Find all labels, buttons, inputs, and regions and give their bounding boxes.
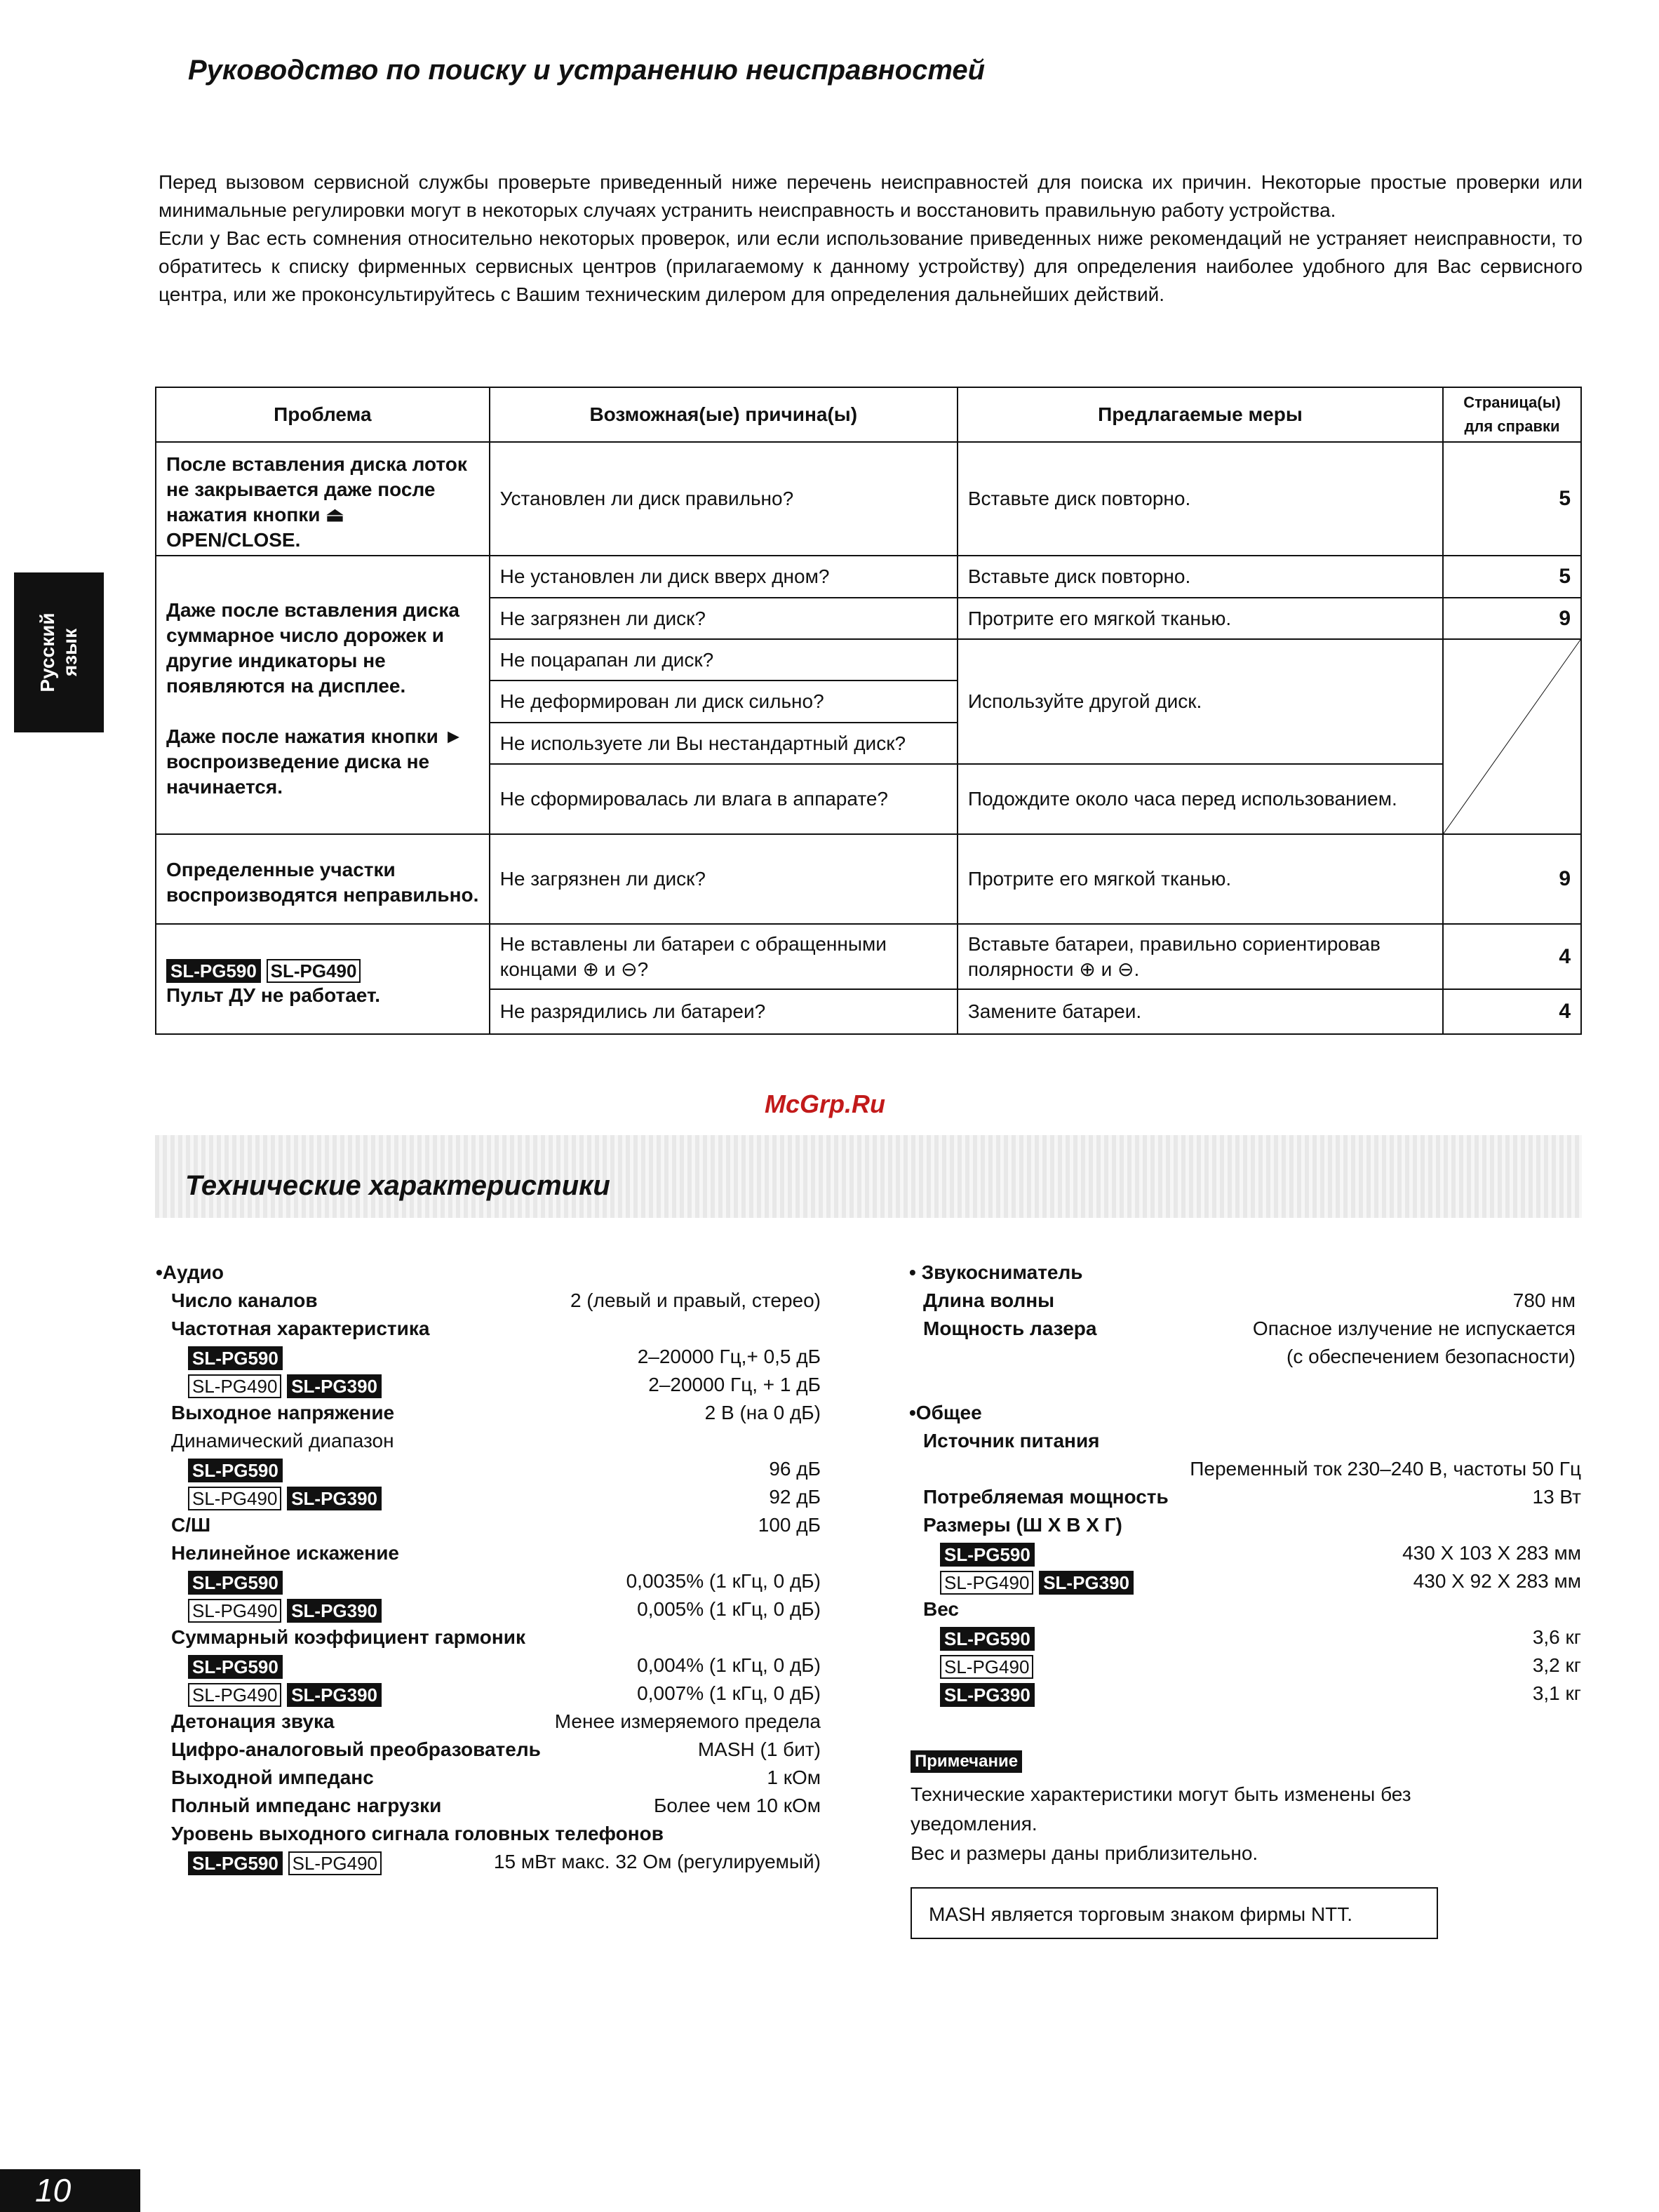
spec-key: Длина волны [923, 1289, 1055, 1311]
page-cell-empty [1443, 639, 1581, 834]
spec-row [923, 1597, 1581, 1622]
spec-value: 0,004% (1 кГц, 0 дБ) [637, 1654, 821, 1676]
cause-cell: Не деформирован ли диск сильно? [490, 681, 958, 723]
intro-text [159, 168, 1583, 309]
page-number: 10 [0, 2169, 140, 2212]
spec-value: (с обеспечением безопасности) [1287, 1346, 1576, 1367]
problem-cell: После вставления диска лоток не закрывается даже после нажатия кнопки ⏏ OPEN/CLOSE. [156, 442, 490, 556]
problem-text-b: Даже после нажатия кнопки ► воспроизведение диска не начинается. [166, 725, 464, 798]
action-cell: Используйте другой диск. [958, 639, 1443, 764]
right-specs [909, 1260, 1581, 1765]
spec-row [923, 1316, 1576, 1341]
spec-value: Менее измеряемого предела [554, 1710, 821, 1732]
model-badge: SL-PG390 [1039, 1571, 1134, 1595]
spec-row [940, 1569, 1581, 1594]
spec-key: Потребляемая мощность [923, 1486, 1169, 1508]
spec-value: 15 мВт макс. 32 Ом (регулируемый) [493, 1851, 821, 1872]
model-badge: SL-PG390 [287, 1599, 382, 1623]
audio-specs [156, 1260, 821, 1877]
spec-row [188, 1456, 821, 1482]
troubleshooting-table [155, 387, 1582, 1035]
model-badge: SL-PG590 [188, 1571, 283, 1595]
page-title: Руководство по поиску и устранению неисправностей [188, 55, 986, 86]
spec-key: Суммарный коэффициент гармоник [171, 1626, 525, 1648]
cause-cell: Установлен ли диск правильно? [490, 442, 958, 556]
spec-row [188, 1849, 821, 1875]
spec-value: 2–20000 Гц, + 1 дБ [648, 1374, 821, 1395]
spec-row [171, 1737, 821, 1762]
page-cell: 4 [1443, 989, 1581, 1034]
action-cell: Вставьте диск повторно. [958, 442, 1443, 556]
spec-value: 430 X 103 X 283 мм [1402, 1542, 1581, 1564]
table-row [156, 924, 1581, 989]
spec-key: Мощность лазера [923, 1318, 1097, 1339]
model-badge: SL-PG590 [188, 1655, 283, 1679]
spec-value: 100 дБ [758, 1514, 821, 1536]
spec-value: 1 кОм [767, 1767, 821, 1788]
model-badge: SL-PG490 [188, 1487, 281, 1510]
spec-value: Более чем 10 кОм [654, 1795, 821, 1816]
model-badge: SL-PG490 [940, 1655, 1033, 1679]
action-cell: Протрите его мягкой тканью. [958, 598, 1443, 639]
spec-value: 780 нм [1512, 1289, 1576, 1311]
action-cell: Подождите около часа перед использованием. [958, 764, 1443, 834]
problem-text: Пульт ДУ не работает. [166, 984, 381, 1006]
trademark-box: MASH является торговым знаком фирмы NTT. [911, 1887, 1438, 1939]
spec-row [923, 1513, 1581, 1538]
spec-row [923, 1344, 1576, 1369]
spec-key: Выходное напряжение [171, 1402, 395, 1423]
action-cell: Замените батареи. [958, 989, 1443, 1034]
model-badge: SL-PG590 [188, 1459, 283, 1482]
pickup-heading-text: • Звукосниматель [909, 1261, 1083, 1283]
language-tab-line1: Русский [36, 612, 58, 692]
cause-cell: Не загрязнен ли диск? [490, 598, 958, 639]
problem-cell [156, 924, 490, 1034]
cause-cell: Не загрязнен ли диск? [490, 834, 958, 924]
page-cell: 9 [1443, 598, 1581, 639]
spec-row [188, 1484, 821, 1510]
spec-key: Частотная характеристика [171, 1318, 430, 1339]
audio-heading [156, 1260, 821, 1285]
spec-row [171, 1513, 821, 1538]
spec-row [923, 1484, 1581, 1510]
page-cell: 5 [1443, 442, 1581, 556]
cause-cell: Не используете ли Вы нестандартный диск? [490, 723, 958, 764]
model-badge: SL-PG590 [188, 1346, 283, 1370]
watermark: McGrp.Ru [765, 1090, 886, 1118]
spec-row [188, 1344, 821, 1369]
header-page [1443, 387, 1581, 442]
spec-row [940, 1541, 1581, 1566]
model-badge: SL-PG390 [940, 1683, 1035, 1707]
table-row [156, 556, 1581, 598]
spec-value: 430 X 92 X 283 мм [1413, 1570, 1581, 1592]
model-badge: SL-PG490 [267, 959, 361, 983]
spec-row [171, 1316, 821, 1341]
model-badge: SL-PG390 [287, 1374, 382, 1398]
spec-value: Переменный ток 230–240 В, частоты 50 Гц [1190, 1458, 1581, 1480]
page-cell: 9 [1443, 834, 1581, 924]
spec-value: 13 Вт [1532, 1486, 1581, 1508]
cause-cell: Не поцарапан ли диск? [490, 639, 958, 681]
model-badge: SL-PG590 [166, 959, 261, 983]
spec-value: 2 В (на 0 дБ) [704, 1402, 821, 1423]
spec-value: 3,2 кг [1532, 1654, 1581, 1676]
spec-row [188, 1372, 821, 1397]
spec-row [188, 1597, 821, 1622]
model-badge: SL-PG490 [940, 1571, 1033, 1595]
spec-key: Детонация звука [171, 1710, 335, 1732]
spec-value: 0,007% (1 кГц, 0 дБ) [637, 1682, 821, 1704]
spec-row [923, 1456, 1581, 1482]
specs-title: Технические характеристики [185, 1170, 610, 1201]
header-cause: Возможная(ые) причина(ы) [490, 387, 958, 442]
spec-value: 3,1 кг [1532, 1682, 1581, 1704]
general-heading [909, 1400, 1581, 1426]
model-badge: SL-PG490 [288, 1851, 382, 1875]
problem-text-a: Даже после вставления диска суммарное число дорожек и другие индикаторы не появляются на дисплее. [166, 598, 459, 697]
spec-key: Цифро-аналоговый преобразователь [171, 1738, 541, 1760]
spec-row [923, 1428, 1581, 1454]
language-tab [14, 572, 104, 732]
spec-row [171, 1400, 821, 1426]
spec-row [171, 1709, 821, 1734]
note-text [911, 1780, 1542, 1868]
model-badge: SL-PG490 [188, 1374, 281, 1398]
spec-value: 96 дБ [769, 1458, 821, 1480]
header-page-line2: для справки [1464, 417, 1560, 435]
spec-row [188, 1653, 821, 1678]
header-action: Предлагаемые меры [958, 387, 1443, 442]
spec-row [923, 1288, 1576, 1313]
note-line: Технические характеристики могут быть изменены без [911, 1783, 1411, 1805]
header-problem: Проблема [156, 387, 490, 442]
model-badge: SL-PG590 [188, 1851, 283, 1875]
language-tab-line2: язык [59, 628, 81, 677]
page-cell: 5 [1443, 556, 1581, 598]
spec-row [940, 1625, 1581, 1650]
table-row [156, 442, 1581, 556]
spec-row [940, 1653, 1581, 1678]
general-heading-text: •Общее [909, 1402, 982, 1423]
spec-value: 0,0035% (1 кГц, 0 дБ) [626, 1570, 821, 1592]
action-cell: Вставьте диск повторно. [958, 556, 1443, 598]
action-cell: Вставьте батареи, правильно сориентировав полярности ⊕ и ⊖. [958, 924, 1443, 989]
spec-row [171, 1765, 821, 1790]
spec-value: 2–20000 Гц,+ 0,5 дБ [637, 1346, 821, 1367]
spec-key: С/Ш [171, 1514, 211, 1536]
spec-row [171, 1541, 821, 1566]
spec-key: Число каналов [171, 1289, 318, 1311]
spec-key: Источник питания [923, 1430, 1100, 1452]
action-cell: Протрите его мягкой тканью. [958, 834, 1443, 924]
problem-cell: Определенные участки воспроизводятся неправильно. [156, 834, 490, 924]
spec-row [171, 1428, 821, 1454]
spec-value: 3,6 кг [1532, 1626, 1581, 1648]
spec-row [171, 1821, 821, 1846]
model-badge: SL-PG390 [287, 1683, 382, 1707]
cause-cell: Не разрядились ли батареи? [490, 989, 958, 1034]
spec-row [188, 1569, 821, 1594]
spec-row [171, 1288, 821, 1313]
cause-cell: Не установлен ли диск вверх дном? [490, 556, 958, 598]
spec-value: Опасное излучение не испускается [1252, 1318, 1576, 1339]
model-badge: SL-PG590 [940, 1627, 1035, 1651]
spec-value: 0,005% (1 кГц, 0 дБ) [637, 1598, 821, 1620]
spec-value: MASH (1 бит) [697, 1738, 821, 1760]
spec-row [188, 1681, 821, 1706]
diagonal-line [1444, 640, 1580, 833]
page-cell: 4 [1443, 924, 1581, 989]
header-page-line1: Страница(ы) [1463, 394, 1561, 411]
model-badge: SL-PG390 [287, 1487, 382, 1510]
spec-key: Размеры (Ш Х В Х Г) [923, 1514, 1122, 1536]
pickup-heading [909, 1260, 1581, 1285]
spec-row [171, 1793, 821, 1818]
spec-value: 92 дБ [769, 1486, 821, 1508]
table-row [156, 834, 1581, 924]
note-line: Вес и размеры даны приблизительно. [911, 1842, 1258, 1864]
table-header-row [156, 387, 1581, 442]
cause-cell: Не вставлены ли батареи с обращенными концами ⊕ и ⊖? [490, 924, 958, 989]
problem-cell [156, 556, 490, 834]
audio-heading-text: •Аудио [156, 1261, 224, 1283]
spec-row [171, 1625, 821, 1650]
note-label: Примечание [911, 1750, 1022, 1773]
note-line: уведомления. [911, 1813, 1037, 1835]
spec-key: Динамический диапазон [171, 1430, 394, 1452]
spec-key: Нелинейное искажение [171, 1542, 399, 1564]
spec-key: Полный импеданс нагрузки [171, 1795, 442, 1816]
spec-row [940, 1681, 1581, 1706]
intro-paragraph-2: Если у Вас есть сомнения относительно некоторых проверок, или если использование приведенных ниже рекомендаций не устраняет неисправности, то обратитесь к списку фирменных сервисных центров (прилагаемому к данному устройству) для определения наиболее удобного для Вас сервисного центра, или же проконсультируйтесь с Вашим техническим дилером для определения дальнейших действий. [159, 227, 1583, 305]
spec-key: Выходной импеданс [171, 1767, 374, 1788]
spec-key: Уровень выходного сигнала головных телефонов [171, 1823, 664, 1844]
model-badge: SL-PG590 [940, 1543, 1035, 1567]
cause-cell: Не сформировалась ли влага в аппарате? [490, 764, 958, 834]
spec-key: Вес [923, 1598, 959, 1620]
model-badge: SL-PG490 [188, 1599, 281, 1623]
intro-paragraph-1: Перед вызовом сервисной службы проверьте приведенный ниже перечень неисправностей для поиска их причин. Некоторые простые проверки или минимальные регулировки могут в некоторых случаях устранить неисправность и восстановить правильную работу устройства. [159, 171, 1583, 221]
model-badge: SL-PG490 [188, 1683, 281, 1707]
spec-value: 2 (левый и правый, стерео) [570, 1289, 821, 1311]
